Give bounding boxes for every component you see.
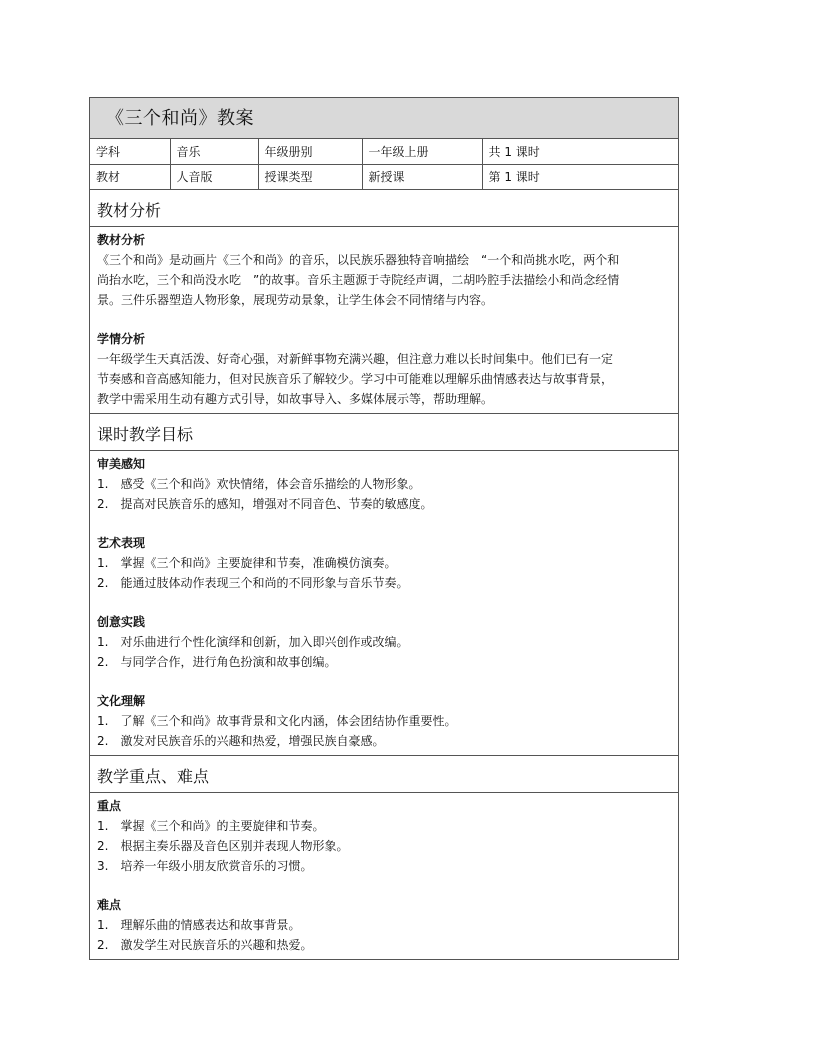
section-body-keypoints <box>90 793 678 959</box>
meta-table <box>90 139 678 190</box>
list-item: 1. 掌握《三个和尚》主要旋律和节奏，准确模仿演奏。 <box>97 555 397 570</box>
list-item: 2. 提高对民族音乐的感知，增强对不同音色、节奏的敏感度。 <box>97 496 433 511</box>
list-item: 1. 掌握《三个和尚》的主要旋律和节奏。 <box>97 818 325 833</box>
list-item: 3. 培养一年级小朋友欣赏音乐的习惯。 <box>97 858 313 873</box>
paragraph-line: 节奏感和音高感知能力，但对民族音乐了解较少。学习中可能难以理解乐曲情感表达与故事背景， <box>97 371 614 386</box>
meta-cell: 授课类型 <box>258 164 362 189</box>
list-item: 2. 激发对民族音乐的兴趣和热爱，增强民族自豪感。 <box>97 733 385 748</box>
list-item: 2. 根据主奏乐器及音色区别并表现人物形象。 <box>97 838 349 853</box>
subsection-title: 创意实践 <box>97 614 146 629</box>
subsection-title: 难点 <box>97 897 122 912</box>
subsection-title: 文化理解 <box>97 693 146 708</box>
meta-row <box>90 164 678 189</box>
paragraph-line: 《三个和尚》是动画片《三个和尚》的音乐，以民族乐器独特音响描绘 “一个和尚挑水吃，两个和 <box>97 252 620 267</box>
list-item: 1. 理解乐曲的情感表达和故事背景。 <box>97 917 301 932</box>
section-heading-objectives: 课时教学目标 <box>90 414 678 451</box>
meta-cell: 教材 <box>90 164 170 189</box>
list-item: 1. 了解《三个和尚》故事背景和文化内涵，体会团结协作重要性。 <box>97 713 457 728</box>
section-body-objectives <box>90 451 678 756</box>
subsection-title: 教材分析 <box>97 232 146 247</box>
subsection-title: 学情分析 <box>97 331 146 346</box>
subsection-title: 艺术表现 <box>97 535 146 550</box>
subsection-title: 重点 <box>97 798 122 813</box>
meta-cell: 新授课 <box>362 164 482 189</box>
section-heading-keypoints: 教学重点、难点 <box>90 756 678 793</box>
meta-cell: 学科 <box>90 139 170 164</box>
meta-row <box>90 139 678 164</box>
meta-cell: 人音版 <box>170 164 258 189</box>
meta-cell: 第 1 课时 <box>482 164 678 189</box>
lesson-plan-document <box>89 97 679 960</box>
section-body-analysis <box>90 227 678 414</box>
section-heading-analysis: 教材分析 <box>90 190 678 227</box>
meta-cell: 音乐 <box>170 139 258 164</box>
list-item: 1. 对乐曲进行个性化演绎和创新，加入即兴创作或改编。 <box>97 634 409 649</box>
meta-cell: 年级册别 <box>258 139 362 164</box>
document-title: 《三个和尚》教案 <box>90 98 678 139</box>
meta-cell: 一年级上册 <box>362 139 482 164</box>
list-item: 1. 感受《三个和尚》欢快情绪，体会音乐描绘的人物形象。 <box>97 476 421 491</box>
paragraph-line: 一年级学生天真活泼、好奇心强，对新鲜事物充满兴趣，但注意力难以长时间集中。他们已有一定 <box>97 351 614 366</box>
paragraph-line: 教学中需采用生动有趣方式引导，如故事导入、多媒体展示等，帮助理解。 <box>97 391 494 406</box>
list-item: 2. 能通过肢体动作表现三个和尚的不同形象与音乐节奏。 <box>97 575 409 590</box>
subsection-title: 审美感知 <box>97 456 146 471</box>
meta-cell: 共 1 课时 <box>482 139 678 164</box>
paragraph-line: 景。三件乐器塑造人物形象，展现劳动景象，让学生体会不同情绪与内容。 <box>97 292 494 307</box>
paragraph-line: 尚抬水吃，三个和尚没水吃 ”的故事。音乐主题源于寺院经声调，二胡吟腔手法描绘小和尚念经情 <box>97 272 620 287</box>
list-item: 2. 激发学生对民族音乐的兴趣和热爱。 <box>97 937 313 952</box>
list-item: 2. 与同学合作，进行角色扮演和故事创编。 <box>97 654 337 669</box>
